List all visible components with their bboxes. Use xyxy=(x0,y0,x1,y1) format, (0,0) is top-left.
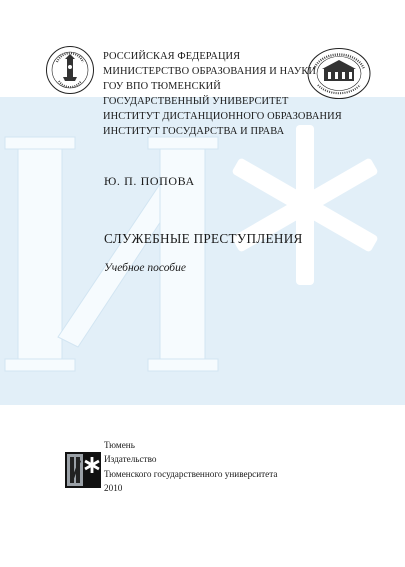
publisher-line: Тюменского государственного университета xyxy=(104,468,278,479)
book-subtitle: Учебное пособие xyxy=(104,262,186,274)
header-line: ИНСТИТУТ ГОСУДАРСТВА И ПРАВА xyxy=(103,125,285,137)
publisher-logo-icon xyxy=(65,452,101,488)
publisher-city: Тюмень xyxy=(104,440,135,450)
institution-header xyxy=(103,50,342,139)
header-line: ГОСУДАРСТВЕННЫЙ УНИВЕРСИТЕТ xyxy=(103,95,289,107)
publisher-line: Издательство xyxy=(104,454,157,465)
book-title: СЛУЖЕБНЫЕ ПРЕСТУПЛЕНИЯ xyxy=(104,231,303,246)
publisher-block xyxy=(104,438,277,496)
header-line: РОССИЙСКАЯ ФЕДЕРАЦИЯ xyxy=(103,51,241,62)
header-line: ГОУ ВПО ТЮМЕНСКИЙ xyxy=(103,80,221,92)
publisher-year: 2010 xyxy=(104,483,123,494)
author-name: Ю. П. ПОПОВА xyxy=(104,174,195,188)
university-seal-icon xyxy=(45,45,95,95)
decorative-letter-asterisk-icon xyxy=(0,97,405,405)
header-line: МИНИСТЕРСТВО ОБРАЗОВАНИЯ И НАУКИ xyxy=(103,65,316,77)
header-line: ИНСТИТУТ ДИСТАНЦИОННОГО ОБРАЗОВАНИЯ xyxy=(103,110,342,122)
